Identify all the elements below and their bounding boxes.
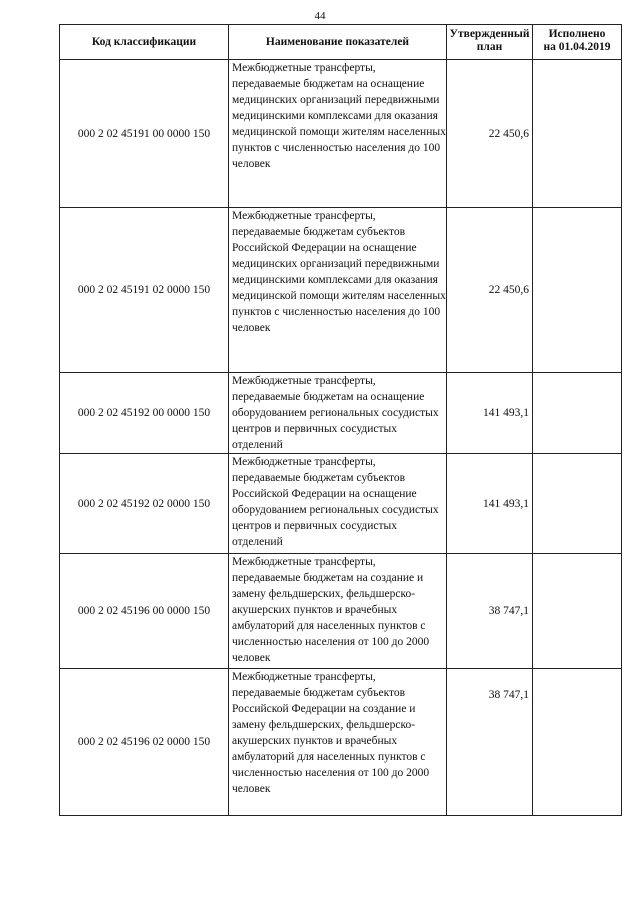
header-done (533, 25, 622, 60)
header-plan (447, 25, 533, 60)
header-plan-line1: Утвержденный (449, 28, 530, 40)
table-row (60, 669, 622, 816)
row-name: Межбюджетные трансферты, передаваемые бюджетам на оснащение медицинских организаций передвижными медицинскими комплексами для оказания медицинской помощи жителям населенных пунктов с численностью населения до 100 человек (229, 60, 447, 208)
header-plan-line2: план (476, 41, 503, 53)
table-row (60, 373, 622, 454)
row-plan: 38 747,1 (447, 554, 533, 669)
row-name: Межбюджетные трансферты, передаваемые бюджетам на создание и замену фельдшерских, фельдшерско-акушерских пунктов и врачебных амбулаторий для населенных пунктов с численностью населения от 100 до 2000 человек (229, 554, 447, 669)
row-done (533, 454, 622, 554)
row-code: 000 2 02 45196 00 0000 150 (60, 554, 229, 669)
row-name: Межбюджетные трансферты, передаваемые бюджетам субъектов Российской Федерации на оснащение оборудованием региональных сосудистых центров и первичных сосудистых отделений (229, 454, 447, 554)
row-plan: 141 493,1 (447, 373, 533, 454)
budget-table (59, 24, 622, 816)
row-code: 000 2 02 45192 00 0000 150 (60, 373, 229, 454)
row-name: Межбюджетные трансферты, передаваемые бюджетам на оснащение оборудованием региональных сосудистых центров и первичных сосудистых отделений (229, 373, 447, 454)
row-done (533, 554, 622, 669)
table-row (60, 208, 622, 373)
row-code: 000 2 02 45192 02 0000 150 (60, 454, 229, 554)
row-done (533, 60, 622, 208)
header-done-line2: на 01.04.2019 (543, 41, 611, 53)
row-done (533, 208, 622, 373)
table-row (60, 60, 622, 208)
table-row (60, 454, 622, 554)
row-name: Межбюджетные трансферты, передаваемые бюджетам субъектов Российской Федерации на создание и замену фельдшерских, фельдшерско-акушерских пунктов и врачебных амбулаторий для населенных пунктов с численностью населения от 100 до 2000 человек (229, 669, 447, 816)
row-plan: 141 493,1 (447, 454, 533, 554)
page-number: 44 (314, 10, 326, 22)
row-done (533, 373, 622, 454)
table-row (60, 554, 622, 669)
row-code: 000 2 02 45196 02 0000 150 (60, 669, 229, 816)
header-done-line1: Исполнено (548, 28, 606, 40)
row-plan: 22 450,6 (447, 60, 533, 208)
header-code: Код классификации (60, 25, 229, 60)
row-name: Межбюджетные трансферты, передаваемые бюджетам субъектов Российской Федерации на оснащение медицинских организаций передвижными медицинскими комплексами для оказания медицинской помощи жителям населенных пунктов с численностью населения до 100 человек (229, 208, 447, 373)
row-done (533, 669, 622, 816)
header-name: Наименование показателей (229, 25, 447, 60)
row-plan: 22 450,6 (447, 208, 533, 373)
row-code: 000 2 02 45191 00 0000 150 (60, 60, 229, 208)
table-header-row (60, 25, 622, 60)
row-plan: 38 747,1 (447, 669, 533, 816)
row-code: 000 2 02 45191 02 0000 150 (60, 208, 229, 373)
